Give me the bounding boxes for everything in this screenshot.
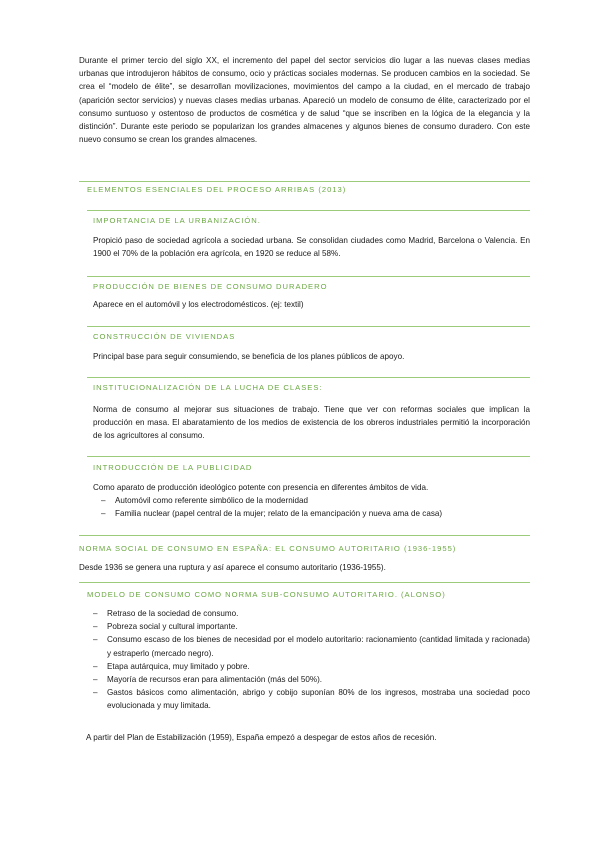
dash-bullet: –	[93, 688, 98, 698]
subsection-divider	[87, 210, 530, 211]
consumo-autoritario-text: Desde 1936 se genera una ruptura y así aparece el consumo autoritario (1936-1955).	[79, 563, 386, 572]
dash-bullet: –	[93, 675, 98, 685]
subsection-divider	[87, 326, 530, 327]
lucha-clases-text: Norma de consumo al mejorar sus situaciones de trabajo. Tiene que ver con reformas sociales que implican la producción en masa. El abaratamiento de los medios de existencia de los obreros industriales permitió la incorporación de los agricultores al consumo.	[93, 405, 530, 441]
list-item: – Etapa autárquica, muy limitado y pobre.	[93, 660, 530, 673]
subsection-divider	[87, 456, 530, 457]
dash-bullet: –	[93, 622, 98, 632]
subsection-heading-viviendas: CONSTRUCCIÓN DE VIVIENDAS	[93, 332, 236, 341]
subsection-divider	[87, 276, 530, 277]
dash-bullet: –	[101, 509, 106, 519]
dash-bullet: –	[101, 496, 106, 505]
section-divider	[79, 535, 530, 536]
subsection-heading-publicidad: INTRODUCCIÓN DE LA PUBLICIDAD	[93, 463, 253, 472]
dash-bullet: –	[93, 609, 98, 618]
publicidad-bullet-list	[101, 494, 530, 520]
publicidad-text: Como aparato de producción ideológico potente con presencia en diferentes ámbitos de vida.	[93, 483, 429, 492]
section-heading-elementos: ELEMENTOS ESENCIALES DEL PROCESO ARRIBAS (2013)	[87, 185, 347, 194]
subconsumo-bullet-list	[93, 607, 530, 713]
intro-paragraph: Durante el primer tercio del siglo XX, el incremento del papel del sector servicios dio lugar a las nuevas clases medias urbanas que introdujeron hábitos de consumo, ocio y prácticas sociales modernas. Se producen cambios en la sociedad. Se crea el “modelo de élite”, se desarrollan movilizaciones, movimientos del campo a la ciudad, en el mercado de trabajo (aparición sector servicios) y nuevas clases medias urbanas. Apareció un modelo de consumo de élite, caracterizado por el consumo suntuoso y ostentoso de productos de cosmética y de salud “que se inscriben en la lógica de la elegancia y la distinción”. Durante este periodo se popularizan los grandes almacenes y algunos bienes de consumo duradero. Con este nuevo consumo se crean los grandes almacenes.	[79, 56, 530, 145]
section-divider	[79, 181, 530, 182]
subsection-divider	[79, 582, 530, 583]
closing-paragraph: A partir del Plan de Estabilización (1959), España empezó a despegar de estos años de recesión.	[86, 733, 437, 742]
subsection-divider	[87, 377, 530, 378]
list-item: – Automóvil como referente simbólico de la modernidad	[101, 494, 530, 507]
list-item: – Gastos básicos como alimentación, abrigo y cobijo suponían 80% de los ingresos, mostraba una sociedad poco evolucionada y muy limitada.	[93, 688, 530, 711]
list-item: – Pobreza social y cultural importante.	[93, 620, 530, 633]
section-heading-consumo-autoritario: NORMA SOCIAL DE CONSUMO EN ESPAÑA: EL CONSUMO AUTORITARIO (1936-1955)	[79, 544, 457, 553]
dash-bullet: –	[93, 661, 98, 671]
list-item: – Mayoría de recursos eran para alimentación (más del 50%).	[93, 673, 530, 686]
subsection-heading-produccion: PRODUCCIÓN DE BIENES DE CONSUMO DURADERO	[93, 282, 328, 291]
dash-bullet: –	[93, 635, 98, 645]
list-item: – Consumo escaso de los bienes de necesidad por el modelo autoritario: racionamiento (cantidad limitada y racionada) y estraperlo (mercado negro).	[93, 635, 530, 658]
subsection-heading-urbanizacion: IMPORTANCIA DE LA URBANIZACIÓN.	[93, 216, 261, 225]
subsection-heading-subconsumo: MODELO DE CONSUMO COMO NORMA SUB-CONSUMO AUTORITARIO. (ALONSO)	[87, 590, 446, 599]
list-item: – Familia nuclear (papel central de la mujer; relato de la emancipación y nueva ama de casa)	[101, 507, 530, 520]
list-item: – Retraso de la sociedad de consumo.	[93, 607, 530, 620]
subsection-heading-lucha-clases: INSTITUCIONALIZACIÓN DE LA LUCHA DE CLASES:	[93, 383, 323, 392]
urbanizacion-text: Propició paso de sociedad agrícola a sociedad urbana. Se consolidan ciudades como Madrid, Barcelona o Valencia. En 1900 el 70% de la población era agrícola, en 1920 se reduce al 58%.	[93, 236, 530, 259]
viviendas-text: Principal base para seguir consumiendo, se beneficia de los planes públicos de apoyo.	[93, 352, 405, 361]
produccion-text: Aparece en el automóvil y los electrodomésticos. (ej: textil)	[93, 300, 304, 309]
